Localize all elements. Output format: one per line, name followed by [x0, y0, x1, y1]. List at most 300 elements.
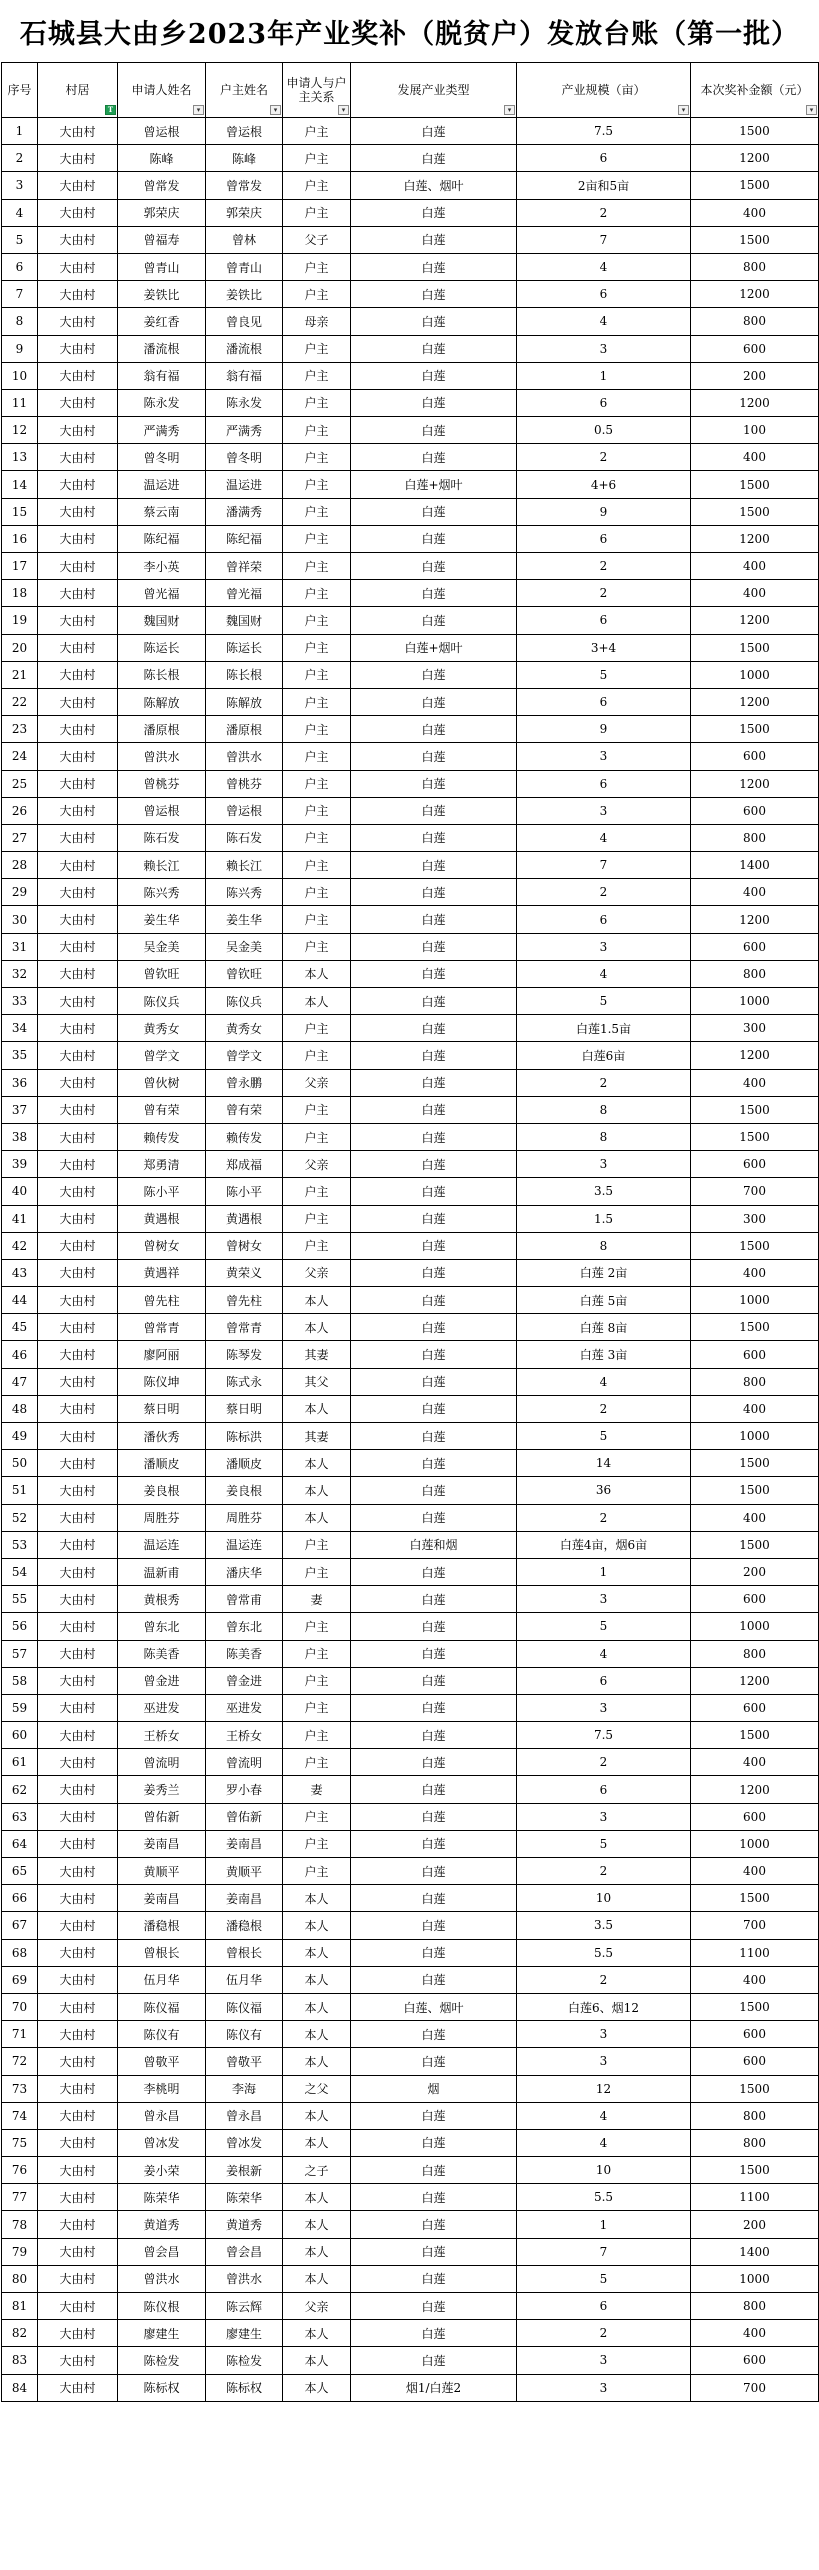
table-cell: 62	[2, 1776, 38, 1803]
table-cell: 曾钦旺	[206, 960, 283, 987]
table-cell: 父亲	[283, 2293, 351, 2320]
table-row	[2, 335, 819, 362]
table-cell: 曾永昌	[118, 2102, 206, 2129]
table-row	[2, 1722, 819, 1749]
table-cell: 黄遇根	[118, 1205, 206, 1232]
table-cell: 600	[691, 2021, 819, 2048]
table-cell: 曾金进	[206, 1667, 283, 1694]
table-cell: 58	[2, 1667, 38, 1694]
table-cell: 18	[2, 580, 38, 607]
table-cell: 白莲	[351, 1069, 517, 1096]
column-header-label: 申请人姓名	[131, 83, 192, 97]
table-cell: 曾青山	[206, 253, 283, 280]
table-row	[2, 199, 819, 226]
table-cell: 大由村	[38, 1993, 118, 2020]
table-cell: 白莲	[351, 1123, 517, 1150]
table-cell: 曾会昌	[118, 2238, 206, 2265]
table-cell: 3	[517, 2374, 691, 2401]
table-cell: 大由村	[38, 1694, 118, 1721]
table-cell: 翁有福	[118, 362, 206, 389]
table-cell: 白莲6亩	[517, 1042, 691, 1069]
table-row	[2, 1558, 819, 1585]
table-row	[2, 281, 819, 308]
table-cell: 伍月华	[206, 1966, 283, 1993]
table-cell: 本人	[283, 2129, 351, 2156]
table-row	[2, 1450, 819, 1477]
column-header	[2, 63, 38, 118]
table-cell: 大由村	[38, 2184, 118, 2211]
table-cell: 1500	[691, 118, 819, 145]
table-cell: 白莲	[351, 1586, 517, 1613]
table-cell: 黄顺平	[206, 1858, 283, 1885]
table-cell: 10	[517, 1885, 691, 1912]
table-cell: 王桥女	[118, 1722, 206, 1749]
table-cell: 陈云辉	[206, 2293, 283, 2320]
table-row	[2, 906, 819, 933]
table-cell: 白莲	[351, 1096, 517, 1123]
table-cell: 白莲	[351, 1395, 517, 1422]
filter-dropdown-icon[interactable]: ▾	[806, 105, 817, 115]
table-cell: 姜南昌	[206, 1885, 283, 1912]
table-cell: 白莲	[351, 580, 517, 607]
table-cell: 户主	[283, 852, 351, 879]
table-cell: 白莲	[351, 1341, 517, 1368]
table-row	[2, 2293, 819, 2320]
table-row	[2, 2157, 819, 2184]
table-cell: 600	[691, 1694, 819, 1721]
table-cell: 曾运根	[118, 118, 206, 145]
table-cell: 郑成福	[206, 1151, 283, 1178]
table-cell: 1500	[691, 1531, 819, 1558]
table-cell: 巫进发	[206, 1694, 283, 1721]
table-cell: 6	[517, 525, 691, 552]
table-cell: 白莲	[351, 335, 517, 362]
table-cell: 大由村	[38, 743, 118, 770]
table-cell: 1500	[691, 1314, 819, 1341]
table-cell: 大由村	[38, 1151, 118, 1178]
table-cell: 曾树女	[206, 1232, 283, 1259]
table-cell: 3	[517, 335, 691, 362]
table-cell: 曾洪水	[206, 2265, 283, 2292]
table-cell: 白莲 8亩	[517, 1314, 691, 1341]
table-cell: 白莲	[351, 2048, 517, 2075]
table-row	[2, 226, 819, 253]
table-cell: 大由村	[38, 960, 118, 987]
table-cell: 大由村	[38, 1015, 118, 1042]
column-header	[118, 63, 206, 118]
table-row	[2, 1015, 819, 1042]
table-cell: 户主	[283, 1830, 351, 1857]
column-header-label: 村居	[65, 83, 90, 97]
table-cell: 本人	[283, 1395, 351, 1422]
table-cell: 陈小平	[118, 1178, 206, 1205]
table-cell: 之子	[283, 2157, 351, 2184]
table-cell: 1500	[691, 1993, 819, 2020]
table-cell: 户主	[283, 553, 351, 580]
table-cell: 陈纪福	[118, 525, 206, 552]
table-cell: 40	[2, 1178, 38, 1205]
table-cell: 大由村	[38, 824, 118, 851]
table-cell: 800	[691, 960, 819, 987]
table-cell: 陈仪兵	[206, 988, 283, 1015]
table-cell: 本人	[283, 2374, 351, 2401]
table-cell: 白莲	[351, 770, 517, 797]
table-cell: 1200	[691, 688, 819, 715]
table-cell: 白莲	[351, 1314, 517, 1341]
table-cell: 户主	[283, 498, 351, 525]
table-cell: 大由村	[38, 1640, 118, 1667]
table-cell: 大由村	[38, 1966, 118, 1993]
table-cell: 1	[517, 2211, 691, 2238]
table-cell: 户主	[283, 1749, 351, 1776]
table-cell: 陈石发	[118, 824, 206, 851]
table-row	[2, 797, 819, 824]
table-cell: 400	[691, 553, 819, 580]
table-cell: 户主	[283, 145, 351, 172]
table-cell: 白莲	[351, 1504, 517, 1531]
table-row	[2, 1287, 819, 1314]
column-header	[691, 63, 819, 118]
table-cell: 66	[2, 1885, 38, 1912]
table-cell: 2	[517, 1504, 691, 1531]
table-cell: 户主	[283, 1858, 351, 1885]
table-cell: 蔡云南	[118, 498, 206, 525]
table-row	[2, 1613, 819, 1640]
table-cell: 温运进	[118, 471, 206, 498]
table-cell: 46	[2, 1341, 38, 1368]
table-cell: 白莲4亩，烟6亩	[517, 1531, 691, 1558]
table-cell: 47	[2, 1368, 38, 1395]
table-cell: 300	[691, 1205, 819, 1232]
table-cell: 3	[517, 743, 691, 770]
table-cell: 白莲	[351, 118, 517, 145]
table-cell: 400	[691, 2320, 819, 2347]
table-cell: 大由村	[38, 226, 118, 253]
table-cell: 陈峰	[118, 145, 206, 172]
table-cell: 3+4	[517, 634, 691, 661]
table-cell: 38	[2, 1123, 38, 1150]
table-cell: 74	[2, 2102, 38, 2129]
column-header-label: 申请人与户主关系	[286, 76, 347, 104]
table-row	[2, 933, 819, 960]
table-cell: 400	[691, 1395, 819, 1422]
table-cell: 白莲	[351, 1178, 517, 1205]
table-row	[2, 1694, 819, 1721]
table-cell: 黄遇祥	[118, 1259, 206, 1286]
table-cell: 8	[517, 1232, 691, 1259]
table-row	[2, 1042, 819, 1069]
table-cell: 5	[517, 1423, 691, 1450]
table-cell: 大由村	[38, 1830, 118, 1857]
table-cell: 700	[691, 1178, 819, 1205]
table-cell: 6	[517, 906, 691, 933]
table-cell: 白莲	[351, 525, 517, 552]
table-row	[2, 1776, 819, 1803]
table-cell: 白莲	[351, 498, 517, 525]
table-cell: 户主	[283, 607, 351, 634]
table-cell: 白莲	[351, 1477, 517, 1504]
table-cell: 3	[517, 1694, 691, 1721]
table-cell: 吴金美	[206, 933, 283, 960]
table-cell: 1500	[691, 226, 819, 253]
table-cell: 严满秀	[206, 417, 283, 444]
table-cell: 陈荣华	[118, 2184, 206, 2211]
table-cell: 白莲	[351, 1151, 517, 1178]
table-cell: 61	[2, 1749, 38, 1776]
table-cell: 曾常甫	[206, 1586, 283, 1613]
table-cell: 王桥女	[206, 1722, 283, 1749]
table-row	[2, 2075, 819, 2102]
table-cell: 白莲	[351, 2157, 517, 2184]
table-cell: 曾金进	[118, 1667, 206, 1694]
table-cell: 曾运根	[206, 797, 283, 824]
table-cell: 3.5	[517, 1178, 691, 1205]
table-cell: 1200	[691, 1667, 819, 1694]
table-cell: 1200	[691, 906, 819, 933]
column-header-label: 序号	[7, 83, 32, 97]
table-cell: 曾佑新	[206, 1803, 283, 1830]
table-cell: 3.5	[517, 1912, 691, 1939]
table-cell: 7	[517, 2238, 691, 2265]
table-body	[2, 118, 819, 2402]
table-cell: 1400	[691, 2238, 819, 2265]
table-row	[2, 362, 819, 389]
table-cell: 户主	[283, 933, 351, 960]
table-cell: 白莲	[351, 688, 517, 715]
table-cell: 大由村	[38, 2021, 118, 2048]
table-cell: 陈检发	[118, 2347, 206, 2374]
filter-dropdown-icon[interactable]: ▾	[678, 105, 689, 115]
filter-dropdown-icon[interactable]: ▾	[193, 105, 204, 115]
table-cell: 户主	[283, 661, 351, 688]
table-cell: 5	[517, 2265, 691, 2292]
table-cell: 白莲和烟	[351, 1531, 517, 1558]
table-cell: 2	[517, 1858, 691, 1885]
table-cell: 父亲	[283, 1151, 351, 1178]
table-row	[2, 988, 819, 1015]
table-cell: 妻	[283, 1586, 351, 1613]
table-cell: 39	[2, 1151, 38, 1178]
table-cell: 5	[517, 988, 691, 1015]
table-cell: 3	[517, 2048, 691, 2075]
table-cell: 14	[517, 1450, 691, 1477]
table-cell: 17	[2, 553, 38, 580]
table-cell: 73	[2, 2075, 38, 2102]
table-cell: 72	[2, 2048, 38, 2075]
table-cell: 曾冰发	[206, 2129, 283, 2156]
table-row	[2, 1885, 819, 1912]
table-cell: 400	[691, 879, 819, 906]
table-cell: 白莲	[351, 2238, 517, 2265]
table-cell: 59	[2, 1694, 38, 1721]
table-cell: 100	[691, 417, 819, 444]
table-cell: 陈标洪	[206, 1423, 283, 1450]
table-cell: 严满秀	[118, 417, 206, 444]
table-cell: 户主	[283, 770, 351, 797]
table-cell: 大由村	[38, 906, 118, 933]
table-cell: 6	[517, 688, 691, 715]
table-cell: 母亲	[283, 308, 351, 335]
table-cell: 200	[691, 1558, 819, 1585]
table-cell: 白莲	[351, 1966, 517, 1993]
table-cell: 白莲	[351, 1423, 517, 1450]
table-cell: 57	[2, 1640, 38, 1667]
table-cell: 大由村	[38, 281, 118, 308]
filter-dropdown-icon[interactable]: ▾	[504, 105, 515, 115]
table-cell: 大由村	[38, 1450, 118, 1477]
table-cell: 姜秀兰	[118, 1776, 206, 1803]
table-cell: 2	[517, 553, 691, 580]
table-cell: 曾学文	[118, 1042, 206, 1069]
table-cell: 黄秀女	[118, 1015, 206, 1042]
subsidy-table	[1, 62, 819, 2402]
table-cell: 黄遇根	[206, 1205, 283, 1232]
column-header-label: 户主姓名	[219, 83, 268, 97]
table-cell: 曾佑新	[118, 1803, 206, 1830]
table-cell: 姜生华	[206, 906, 283, 933]
table-cell: 白莲	[351, 661, 517, 688]
table-cell: 大由村	[38, 1069, 118, 1096]
table-cell: 温新甫	[118, 1558, 206, 1585]
table-cell: 84	[2, 2374, 38, 2401]
table-cell: 5.5	[517, 2184, 691, 2211]
table-cell: 白莲	[351, 281, 517, 308]
table-row	[2, 2265, 819, 2292]
table-cell: 大由村	[38, 2075, 118, 2102]
table-cell: 本人	[283, 2320, 351, 2347]
table-cell: 2	[517, 199, 691, 226]
table-cell: 白莲	[351, 607, 517, 634]
table-row	[2, 1749, 819, 1776]
table-cell: 姜生华	[118, 906, 206, 933]
table-row	[2, 1640, 819, 1667]
table-cell: 魏国财	[118, 607, 206, 634]
table-cell: 曾学文	[206, 1042, 283, 1069]
table-cell: 4+6	[517, 471, 691, 498]
table-cell: 黄根秀	[118, 1586, 206, 1613]
table-cell: 600	[691, 1341, 819, 1368]
table-cell: 8	[517, 1096, 691, 1123]
table-cell: 6	[517, 2293, 691, 2320]
table-cell: 潘伙秀	[118, 1423, 206, 1450]
table-cell: 7	[517, 852, 691, 879]
table-cell: 白莲	[351, 2184, 517, 2211]
table-cell: 1500	[691, 1096, 819, 1123]
table-cell: 41	[2, 1205, 38, 1232]
table-cell: 白莲	[351, 2211, 517, 2238]
table-row	[2, 1423, 819, 1450]
table-cell: 54	[2, 1558, 38, 1585]
table-cell: 6	[517, 281, 691, 308]
table-cell: 800	[691, 1368, 819, 1395]
table-row	[2, 444, 819, 471]
table-cell: 曾良见	[206, 308, 283, 335]
table-cell: 800	[691, 2102, 819, 2129]
filter-active-icon[interactable]: T	[105, 105, 116, 115]
table-cell: 其妻	[283, 1341, 351, 1368]
table-cell: 1000	[691, 1423, 819, 1450]
table-row	[2, 308, 819, 335]
table-cell: 陈标权	[206, 2374, 283, 2401]
table-cell: 李小英	[118, 553, 206, 580]
table-cell: 大由村	[38, 1749, 118, 1776]
table-cell: 廖阿丽	[118, 1341, 206, 1368]
table-cell: 16	[2, 525, 38, 552]
table-cell: 白莲	[351, 1232, 517, 1259]
table-cell: 800	[691, 824, 819, 851]
table-cell: 本人	[283, 1993, 351, 2020]
table-cell: 本人	[283, 2347, 351, 2374]
table-cell: 伍月华	[118, 1966, 206, 1993]
table-cell: 42	[2, 1232, 38, 1259]
table-cell: 陈琴发	[206, 1341, 283, 1368]
table-cell: 800	[691, 308, 819, 335]
table-row	[2, 1232, 819, 1259]
table-cell: 大由村	[38, 2238, 118, 2265]
table-cell: 曾根长	[118, 1939, 206, 1966]
table-cell: 大由村	[38, 2320, 118, 2347]
table-cell: 1200	[691, 281, 819, 308]
table-cell: 户主	[283, 716, 351, 743]
filter-dropdown-icon[interactable]: ▾	[270, 105, 281, 115]
table-cell: 户主	[283, 444, 351, 471]
table-cell: 白莲 5亩	[517, 1287, 691, 1314]
table-cell: 户主	[283, 1531, 351, 1558]
table-row	[2, 389, 819, 416]
table-cell: 曾光福	[206, 580, 283, 607]
table-cell: 陈标权	[118, 2374, 206, 2401]
table-row	[2, 1123, 819, 1150]
table-cell: 1500	[691, 471, 819, 498]
table-cell: 800	[691, 253, 819, 280]
table-cell: 曾常发	[118, 172, 206, 199]
table-cell: 陈兴秀	[118, 879, 206, 906]
table-cell: 曾东北	[206, 1613, 283, 1640]
table-cell: 陈美香	[118, 1640, 206, 1667]
filter-dropdown-icon[interactable]: ▾	[338, 105, 349, 115]
table-cell: 陈仪有	[118, 2021, 206, 2048]
table-cell: 白莲	[351, 988, 517, 1015]
table-cell: 7	[2, 281, 38, 308]
table-row	[2, 1803, 819, 1830]
table-row	[2, 2374, 819, 2401]
table-cell: 75	[2, 2129, 38, 2156]
table-cell: 户主	[283, 743, 351, 770]
table-cell: 36	[2, 1069, 38, 1096]
table-cell: 户主	[283, 580, 351, 607]
table-cell: 1000	[691, 2265, 819, 2292]
table-cell: 本人	[283, 2238, 351, 2265]
table-cell: 大由村	[38, 879, 118, 906]
table-cell: 白莲	[351, 226, 517, 253]
table-cell: 大由村	[38, 253, 118, 280]
column-header	[206, 63, 283, 118]
table-cell: 本人	[283, 1939, 351, 1966]
table-cell: 4	[517, 2129, 691, 2156]
table-cell: 600	[691, 797, 819, 824]
table-cell: 本人	[283, 1477, 351, 1504]
table-cell: 3	[517, 1586, 691, 1613]
table-cell: 29	[2, 879, 38, 906]
table-cell: 陈荣华	[206, 2184, 283, 2211]
table-cell: 大由村	[38, 1477, 118, 1504]
table-cell: 户主	[283, 634, 351, 661]
table-row	[2, 1939, 819, 1966]
table-cell: 白莲1.5亩	[517, 1015, 691, 1042]
table-cell: 1000	[691, 1830, 819, 1857]
table-row	[2, 743, 819, 770]
table-cell: 1	[517, 362, 691, 389]
